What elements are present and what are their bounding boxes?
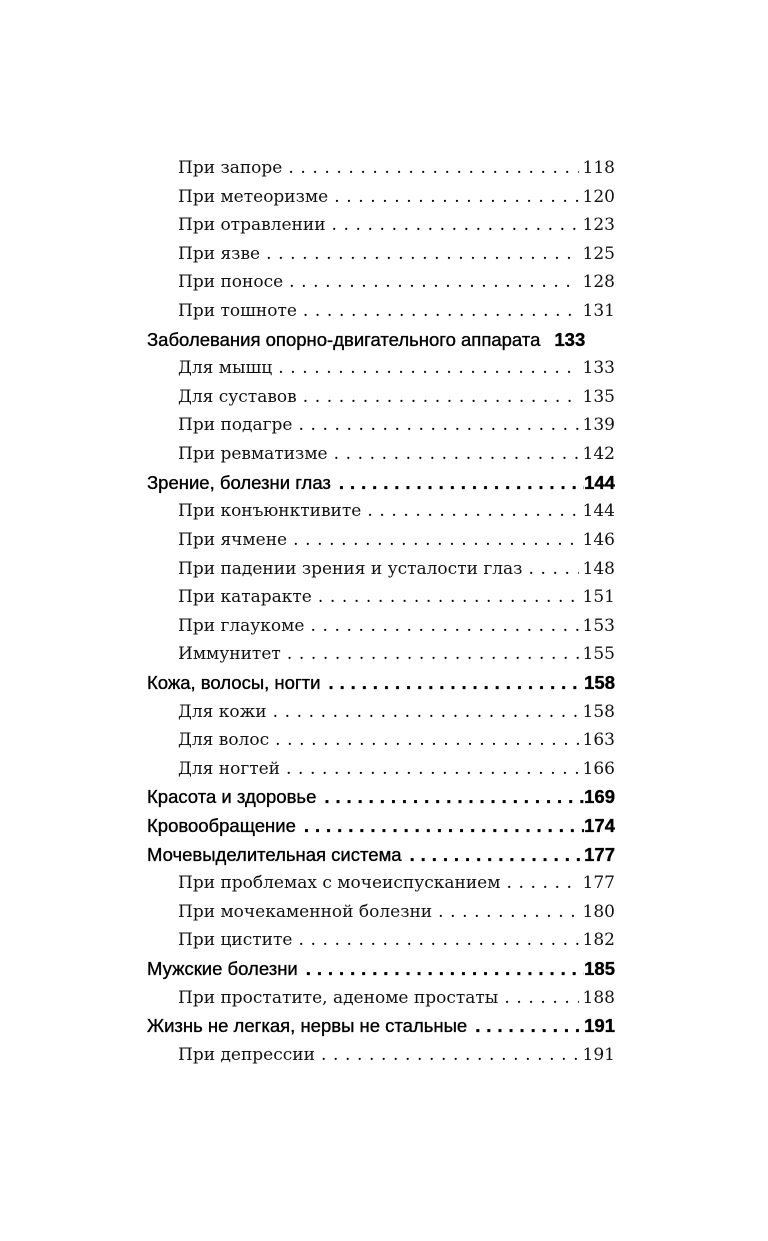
toc-entry-section (147, 812, 615, 841)
dot-leader (506, 869, 578, 898)
dot-leader (266, 240, 578, 269)
toc-entry-section (147, 955, 615, 984)
dot-leader (438, 898, 578, 927)
dot-leader (304, 812, 584, 841)
toc-entry-sub (147, 440, 615, 469)
toc-entry-section (147, 669, 615, 698)
entry-title: При падении зрения и усталости глаз (178, 558, 523, 579)
dot-leader (328, 669, 584, 698)
dot-leader (303, 383, 579, 412)
dot-leader (306, 955, 584, 984)
section-page: 177 (584, 843, 615, 865)
toc-entry-sub (147, 583, 615, 612)
toc-entry-sub (147, 984, 615, 1013)
toc-entry-sub (147, 297, 615, 326)
toc-entry-section (147, 783, 615, 812)
section-title: Кожа, волосы, ногти (147, 671, 321, 693)
section-title: Зрение, болезни глаз (147, 471, 331, 493)
dot-leader (367, 497, 578, 526)
table-of-contents (147, 154, 615, 1070)
entry-page: 180 (582, 901, 615, 922)
dot-leader (334, 440, 579, 469)
toc-entry-sub (147, 555, 615, 584)
entry-page: 158 (582, 701, 615, 722)
toc-entry-sub (147, 726, 615, 755)
entry-title: При запоре (178, 158, 283, 178)
dot-leader (303, 297, 579, 326)
toc-entry-sub (147, 240, 615, 269)
toc-entry-sub (147, 497, 615, 526)
entry-title: Для ногтей (178, 758, 281, 779)
section-title: Кровообращение (147, 815, 296, 837)
entry-title: При язве (178, 243, 261, 264)
dot-leader (275, 726, 578, 755)
toc-entry-sub (147, 869, 615, 898)
toc-entry-sub (147, 354, 615, 383)
entry-title: Для мышц (178, 358, 273, 379)
entry-title: При тошноте (178, 301, 297, 322)
entry-page: 166 (582, 758, 615, 779)
entry-title: Иммунитет (178, 644, 281, 665)
toc-entry-sub (147, 383, 615, 412)
toc-entry-sub (147, 268, 615, 297)
entry-title: Для суставов (178, 386, 297, 407)
entry-page: 155 (582, 644, 615, 665)
section-title: Мужские болезни (147, 958, 298, 980)
dot-leader (334, 183, 578, 212)
entry-page: 144 (582, 501, 615, 522)
entry-title: При метеоризме (178, 186, 329, 207)
entry-title: При проблемах с мочеиспусканием (178, 873, 501, 894)
toc-entry-section (147, 326, 615, 355)
entry-title: При поносе (178, 272, 284, 293)
entry-page: 118 (582, 158, 615, 178)
entry-page: 123 (582, 215, 615, 236)
entry-page: 153 (582, 615, 615, 636)
entry-page: 131 (582, 301, 615, 322)
toc-entry-section (147, 841, 615, 870)
dot-leader (287, 640, 579, 669)
entry-page: 148 (582, 558, 615, 579)
dot-leader (288, 154, 578, 183)
section-page: 185 (584, 958, 615, 980)
section-page: 133 (554, 328, 586, 350)
toc-entry-section (147, 469, 615, 498)
entry-title: При ревматизме (178, 444, 328, 465)
toc-entry-sub (147, 926, 615, 955)
section-title: Жизнь не легкая, нервы не стальные (147, 1015, 468, 1037)
dot-leader (310, 612, 578, 641)
dot-leader (339, 469, 584, 498)
toc-entry-sub (147, 698, 615, 727)
dot-leader (278, 354, 578, 383)
toc-entry-sub (147, 183, 615, 212)
entry-page: 191 (582, 1044, 615, 1065)
entry-page: 182 (582, 930, 615, 951)
entry-title: При цистите (178, 930, 293, 951)
entry-title: Для волос (178, 730, 270, 751)
dot-leader (298, 926, 578, 955)
toc-entry-sub (147, 755, 615, 784)
entry-page: 135 (582, 386, 615, 407)
dot-leader (289, 268, 578, 297)
dot-leader (324, 783, 584, 812)
entry-title: При катаракте (178, 587, 312, 608)
section-title: Заболевания опорно-двигательного аппарата (147, 328, 541, 350)
entry-title: При ячмене (178, 529, 288, 550)
section-page: 144 (584, 471, 615, 493)
entry-title: Для кожи (178, 701, 267, 722)
entry-title: При отравлении (178, 215, 326, 236)
entry-page: 188 (582, 987, 615, 1008)
entry-page: 139 (582, 415, 615, 436)
dot-leader (298, 411, 578, 440)
entry-page: 133 (582, 358, 615, 379)
section-page: 158 (584, 671, 615, 693)
entry-page: 151 (582, 587, 615, 608)
toc-entry-sub (147, 411, 615, 440)
section-page: 191 (584, 1015, 615, 1037)
entry-title: При глаукоме (178, 615, 305, 636)
dot-leader (318, 583, 579, 612)
entry-page: 125 (582, 243, 615, 264)
dot-leader (286, 755, 579, 784)
toc-entry-sub (147, 898, 615, 927)
dot-leader (273, 698, 579, 727)
dot-leader (293, 526, 578, 555)
toc-entry-sub (147, 211, 615, 240)
entry-page: 163 (582, 730, 615, 751)
dot-leader (528, 555, 578, 584)
toc-entry-sub (147, 1041, 615, 1070)
entry-title: При простатите, аденоме простаты (178, 987, 499, 1008)
toc-entry-sub (147, 154, 615, 183)
entry-title: При конъюнктивите (178, 501, 362, 522)
dot-leader (410, 841, 585, 870)
toc-entry-section (147, 1012, 615, 1041)
section-page: 174 (584, 815, 615, 837)
entry-page: 177 (582, 873, 615, 894)
entry-page: 128 (582, 272, 615, 293)
entry-page: 142 (582, 444, 615, 465)
entry-title: При депрессии (178, 1044, 315, 1065)
dot-leader (475, 1012, 584, 1041)
entry-title: При мочекаменной болезни (178, 901, 433, 922)
toc-entry-sub (147, 526, 615, 555)
toc-entry-sub (147, 640, 615, 669)
entry-title: При подагре (178, 415, 293, 436)
section-title: Красота и здоровье (147, 786, 317, 808)
dot-leader (321, 1041, 579, 1070)
section-title: Мочевыделительная система (147, 843, 402, 865)
dot-leader (332, 211, 579, 240)
toc-entry-sub (147, 612, 615, 641)
entry-page: 120 (582, 186, 615, 207)
dot-leader (504, 984, 578, 1013)
entry-page: 146 (582, 529, 615, 550)
section-page: 169 (584, 786, 615, 808)
